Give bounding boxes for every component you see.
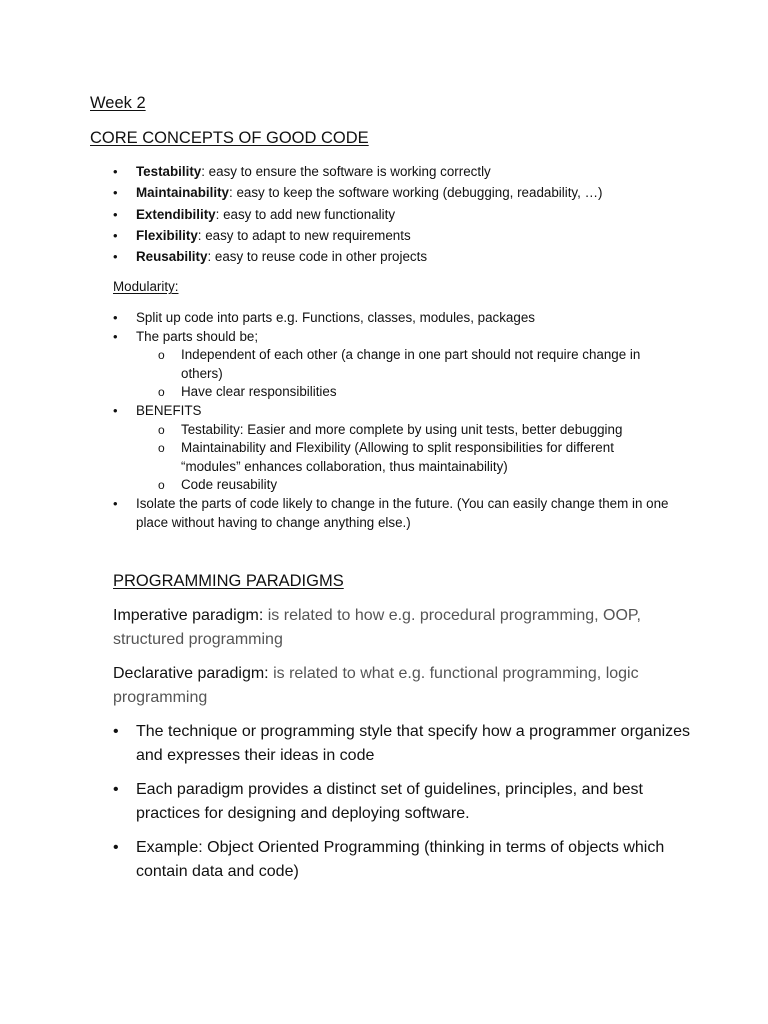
bullet-icon: • bbox=[113, 839, 119, 856]
paradigm-points-list bbox=[113, 720, 693, 894]
list-item bbox=[113, 205, 602, 226]
sub-list-item-text: Have clear responsibilities bbox=[181, 384, 337, 400]
list-item bbox=[113, 720, 693, 768]
hollow-bullet-icon: o bbox=[158, 385, 165, 400]
bullet-icon: • bbox=[113, 402, 118, 418]
imperative-paradigm-paragraph bbox=[113, 604, 673, 652]
sub-list bbox=[136, 346, 673, 402]
sub-list-item-text: Code reusability bbox=[181, 477, 278, 493]
list-item-text: Isolate the parts of code likely to change in the future. (You can easily change them in one place without having to change anything else.) bbox=[136, 495, 669, 530]
concept-description: : easy to add new functionality bbox=[215, 206, 396, 222]
sub-list-item-text: Maintainability and Flexibility (Allowing to split responsibilities for different “modules” enhances collaboration, thus maintainability) bbox=[181, 440, 614, 474]
list-item-text: BENEFITS bbox=[136, 402, 202, 418]
hollow-bullet-icon: o bbox=[158, 348, 165, 363]
sub-list-item-text: Testability: Easier and more complete by using unit tests, better debugging bbox=[181, 421, 623, 437]
concept-term: Flexibility bbox=[136, 227, 198, 243]
concept-term: Extendibility bbox=[136, 206, 216, 222]
sub-list-item bbox=[136, 421, 673, 440]
list-item bbox=[113, 402, 673, 495]
concept-term: Maintainability bbox=[136, 185, 230, 201]
list-item-text: Example: Object Oriented Programming (thinking in terms of objects which contain data and code) bbox=[136, 839, 665, 880]
list-item bbox=[113, 226, 602, 247]
list-item bbox=[113, 247, 602, 268]
bullet-icon: • bbox=[113, 310, 118, 325]
sub-list-item-text: Independent of each other (a change in one part should not require change in others) bbox=[181, 347, 641, 381]
list-item bbox=[113, 183, 602, 204]
paradigm-term: Imperative paradigm: bbox=[113, 607, 264, 624]
week-title: Week 2 bbox=[90, 94, 146, 112]
bullet-icon: • bbox=[113, 227, 118, 243]
list-item bbox=[113, 309, 673, 328]
concept-description: : easy to keep the software working (debugging, readability, …) bbox=[229, 185, 603, 201]
list-item-text: The technique or programming style that specify how a programmer organizes and expresses their ideas in code bbox=[136, 723, 691, 764]
concept-term: Reusability bbox=[136, 249, 208, 265]
list-item bbox=[113, 162, 602, 183]
concept-description: : easy to adapt to new requirements bbox=[197, 227, 411, 243]
hollow-bullet-icon: o bbox=[158, 422, 165, 437]
list-item bbox=[113, 836, 693, 884]
list-item bbox=[113, 778, 693, 826]
paradigm-description: is related to how e.g. procedural programming, OOP, structured programming bbox=[113, 607, 641, 648]
bullet-icon: • bbox=[113, 164, 118, 179]
modularity-list bbox=[113, 309, 673, 532]
sub-list-item bbox=[136, 383, 673, 402]
list-item-text: Split up code into parts e.g. Functions, classes, modules, packages bbox=[136, 310, 535, 325]
paradigm-term: Declarative paradigm: bbox=[113, 665, 269, 682]
hollow-bullet-icon: o bbox=[158, 478, 165, 493]
bullet-icon: • bbox=[113, 249, 118, 265]
declarative-paradigm-paragraph bbox=[113, 662, 673, 710]
list-item-text: Each paradigm provides a distinct set of guidelines, principles, and best practices for designing and deploying software. bbox=[136, 781, 643, 822]
bullet-icon: • bbox=[113, 328, 118, 344]
concept-description: : easy to reuse code in other projects bbox=[207, 249, 428, 265]
core-concepts-list bbox=[113, 162, 602, 268]
concept-description: : easy to ensure the software is working correctly bbox=[201, 164, 491, 179]
bullet-icon: • bbox=[113, 495, 118, 511]
list-item bbox=[113, 495, 673, 532]
hollow-bullet-icon: o bbox=[158, 441, 165, 456]
bullet-icon: • bbox=[113, 781, 119, 798]
list-item-text: The parts should be; bbox=[136, 328, 259, 344]
bullet-icon: • bbox=[113, 185, 118, 201]
modularity-label: Modularity: bbox=[113, 279, 179, 294]
bullet-icon: • bbox=[113, 723, 119, 740]
bullet-icon: • bbox=[113, 206, 118, 222]
sub-list bbox=[136, 421, 673, 495]
sub-list-item bbox=[136, 346, 673, 383]
paradigm-description: is related to what e.g. functional programming, logic programming bbox=[113, 665, 639, 706]
programming-paradigms-heading: PROGRAMMING PARADIGMS bbox=[113, 572, 344, 590]
sub-list-item bbox=[136, 439, 673, 476]
concept-term: Testability bbox=[136, 164, 202, 179]
list-item bbox=[113, 328, 673, 402]
core-concepts-heading: CORE CONCEPTS OF GOOD CODE bbox=[90, 129, 369, 147]
sub-list-item bbox=[136, 476, 673, 495]
